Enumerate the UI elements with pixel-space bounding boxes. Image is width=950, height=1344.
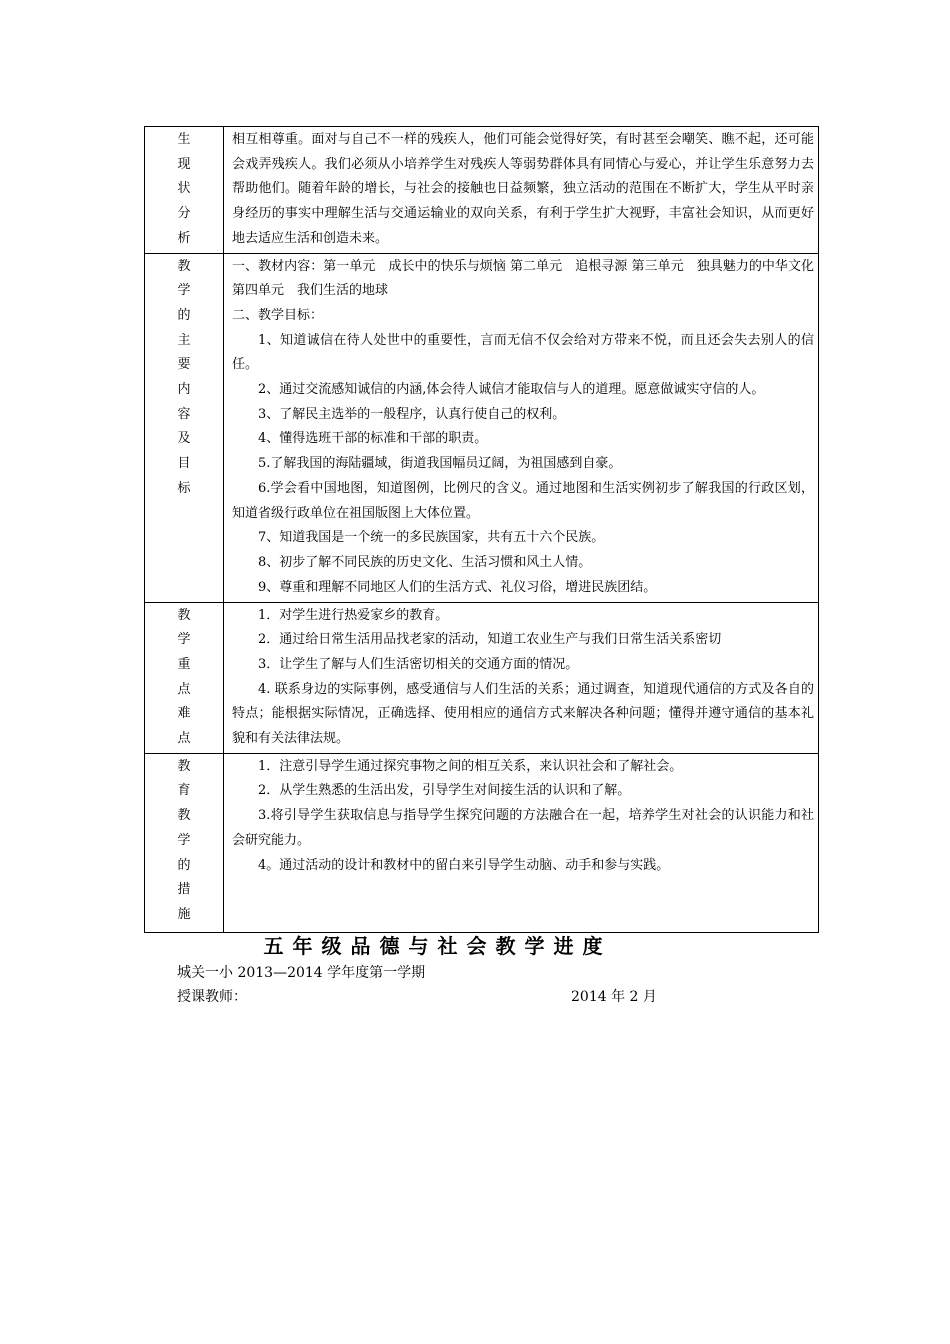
content-paragraph: 二、教学目标： — [232, 307, 324, 323]
content-paragraph: 4。通过活动的设计和教材中的留白来引导学生动脑、动手和参与实践。 — [258, 857, 670, 873]
content-paragraph: 2、通过交流感知诚信的内涵,体会待人诚信才能取信与人的道理。愿意做诚实守信的人。 — [258, 382, 765, 398]
row-label-cell — [145, 253, 224, 602]
row-content-cell — [224, 602, 819, 753]
teacher-label: 授课教师： — [177, 989, 247, 1005]
page-title: 五年级品德与社会教学进度 — [263, 934, 612, 958]
content-paragraph: 7、知道我国是一个统一的多民族国家，共有五十六个民族。 — [258, 530, 605, 546]
table-row — [145, 602, 819, 753]
content-paragraph: 8、初步了解不同民族的历史文化、生活习惯和风土人情。 — [258, 554, 592, 570]
row-label-cell — [145, 602, 224, 753]
row-content-cell — [224, 753, 819, 932]
content-paragraph: 3、了解民主选举的一般程序，认真行使自己的权利。 — [258, 406, 566, 422]
row-label-char: 生 — [177, 132, 191, 147]
content-paragraph: 相互相尊重。面对与自己不一样的残疾人，他们可能会觉得好笑，有时甚至会嘲笑、瞧不起，还可能会戏弄残疾人。我们必须从小培养学生对残疾人等弱势群体具有同情心与爱心，并让学生乐意努力去帮助他们。随着年龄的增长，与社会的接触也日益频繁，独立活动的范围在不断扩大，学生从平时亲身经历的事实中理解生活与交通运输业的双向关系，有利于学生扩大视野，丰富社会知识，从而更好地去适应生活和创造未来。 — [232, 132, 814, 246]
row-content — [224, 127, 818, 253]
table-row — [145, 753, 819, 932]
content-paragraph: 2．从学生熟悉的生活出发，引导学生对间接生活的认识和了解。 — [258, 783, 631, 799]
row-content-cell — [224, 253, 819, 602]
row-content-cell — [224, 127, 819, 254]
row-content — [224, 603, 818, 753]
content-paragraph: 9、尊重和理解不同地区人们的生活方式、礼仪习俗，增进民族团结。 — [258, 579, 657, 595]
row-label-char: 教 — [177, 758, 191, 774]
plan-table — [144, 126, 819, 933]
row-label-char: 点 — [177, 681, 191, 697]
content-paragraph: 1．对学生进行热爱家乡的教育。 — [258, 607, 449, 623]
row-content — [224, 754, 818, 880]
row-label-cell — [145, 127, 224, 254]
content-paragraph: 1、知道诚信在待人处世中的重要性，言而无信不仅会给对方带来不悦，而且还会失去别人的信任。 — [232, 332, 814, 373]
row-label-char: 主 — [177, 332, 191, 348]
row-label-char: 的 — [177, 307, 191, 323]
content-paragraph: 4、懂得选班干部的标准和干部的职责。 — [258, 431, 488, 447]
row-label-char: 育 — [177, 783, 191, 799]
school-term-line: 城关一小 2013—2014 学年度第一学期 — [177, 965, 426, 981]
row-label-char: 标 — [177, 480, 191, 496]
content-paragraph: 4. 联系身边的实际事例，感受通信与人们生活的关系；通过调查，知道现代通信的方式及各自的特点；能根据实际情况，正确选择、使用相应的通信方式来解决各种问题；懂得并遵守通信的基本礼貌和有关法律法规。 — [232, 681, 814, 747]
row-label-char: 状 — [177, 181, 191, 197]
row-label-char: 的 — [177, 857, 191, 873]
row-label-char: 施 — [177, 906, 191, 922]
row-label-char: 要 — [177, 357, 191, 373]
row-content — [224, 254, 818, 602]
content-paragraph: 2．通过给日常生活用品找老家的活动，知道工农业生产与我们日常生活关系密切 — [258, 632, 722, 648]
table-row — [145, 127, 819, 254]
content-paragraph: 1．注意引导学生通过探究事物之间的相互关系，来认识社会和了解社会。 — [258, 758, 683, 774]
content-paragraph: 5.了解我国的海陆疆域，街道我国幅员辽阔，为祖国感到自豪。 — [258, 456, 622, 472]
row-label-char: 重 — [177, 656, 191, 672]
row-label-cell — [145, 753, 224, 932]
row-label — [145, 754, 223, 928]
row-label-char: 学 — [177, 832, 191, 848]
content-paragraph: 3.将引导学生获取信息与指导学生探究问题的方法融合在一起，培养学生对社会的认识能力和社会研究能力。 — [232, 808, 814, 848]
row-label-char: 难 — [177, 706, 191, 722]
row-label-char: 内 — [177, 382, 191, 398]
row-label-char: 学 — [177, 632, 191, 648]
row-label-char: 教 — [177, 808, 191, 824]
content-paragraph: 6.学会看中国地图，知道图例，比例尺的含义。通过地图和生活实例初步了解我国的行政区划，知道省级行政单位在祖国版图上大体位置。 — [232, 480, 814, 521]
row-label-char: 分 — [177, 206, 191, 222]
row-label-char: 现 — [177, 156, 191, 172]
row-label-char: 容 — [177, 406, 191, 422]
row-label-char: 及 — [177, 431, 191, 447]
table-row — [145, 253, 819, 602]
row-label — [145, 603, 223, 752]
row-label-char: 措 — [177, 882, 191, 898]
row-label-char: 教 — [177, 607, 191, 623]
row-label-char: 学 — [177, 283, 191, 299]
content-paragraph: 3．让学生了解与人们生活密切相关的交通方面的情况。 — [258, 656, 579, 672]
row-label-char: 析 — [177, 230, 191, 246]
row-label — [145, 127, 223, 252]
content-paragraph: 一、教材内容：第一单元 成长中的快乐与烦恼 第二单元 追根寻源 第三单元 独具魅力的中华文化 第四单元 我们生活的地球 — [232, 258, 814, 299]
row-label-char: 点 — [177, 731, 191, 747]
row-label-char: 目 — [177, 456, 191, 472]
row-label-char: 教 — [177, 258, 191, 274]
date-label: 2014 年 2 月 — [571, 989, 657, 1005]
row-label — [145, 254, 223, 502]
